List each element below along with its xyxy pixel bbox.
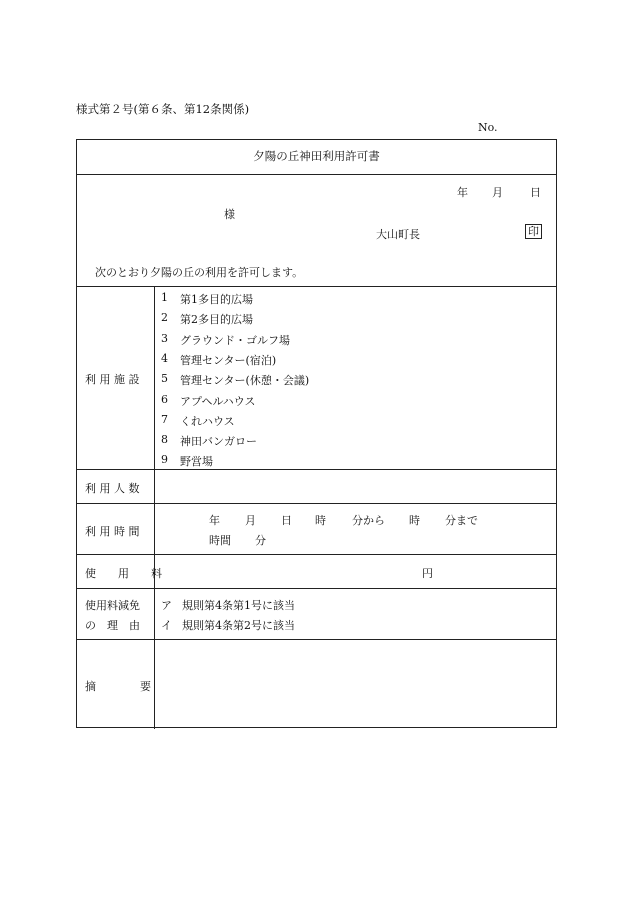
time-label: 利 用 時 間 xyxy=(85,525,140,538)
facility-item-number: 7 xyxy=(161,412,168,426)
time-hour-to-label: 時 xyxy=(409,514,420,527)
facility-item-name: アプヘルハウス xyxy=(180,394,256,408)
date-year-label: 年 xyxy=(457,186,468,199)
divider xyxy=(77,174,556,175)
time-hour-from-label: 時 xyxy=(315,514,326,527)
divider xyxy=(77,639,556,640)
facility-item-name: 管理センター(休憩・会議) xyxy=(180,374,310,388)
facility-item-name: 管理センター(宿泊) xyxy=(180,353,277,367)
time-year-label: 年 xyxy=(209,514,220,527)
time-minute-to-label: 分まで xyxy=(445,514,478,527)
date-day-label: 日 xyxy=(530,186,541,199)
facility-item-name: 神田バンガロー xyxy=(180,435,257,449)
divider xyxy=(77,286,556,287)
facility-item-name: 第1多目的広場 xyxy=(180,293,253,306)
time-duration-hours-label: 時間 xyxy=(209,534,231,547)
time-duration-minutes-label: 分 xyxy=(255,534,266,547)
time-minute-from-label: 分から xyxy=(352,514,385,527)
facility-item-name: くれハウス xyxy=(180,414,235,428)
reduction-label-line2: の 理 由 xyxy=(85,619,140,632)
facility-item-number: 5 xyxy=(161,372,168,386)
divider xyxy=(77,503,556,504)
facility-item-name: 第2多目的広場 xyxy=(180,313,253,327)
facility-item-number: 2 xyxy=(161,311,168,325)
users-label: 利 用 人 数 xyxy=(85,482,140,495)
facility-item-name: グラウンド・ゴルフ場 xyxy=(180,333,290,347)
addressee-honorific: 様 xyxy=(224,208,235,221)
seal-mark: 印 xyxy=(525,224,542,239)
permit-statement: 次のとおり夕陽の丘の利用を許可します。 xyxy=(95,266,304,279)
facility-item-number: 1 xyxy=(161,291,168,304)
facility-item-number: 4 xyxy=(161,351,168,365)
fee-unit: 円 xyxy=(422,567,433,580)
date-month-label: 月 xyxy=(492,186,503,199)
divider xyxy=(77,588,556,589)
divider xyxy=(77,469,556,470)
time-day-label: 日 xyxy=(281,514,292,527)
reduction-item-text: 規則第4条第2号に該当 xyxy=(182,619,295,632)
facility-item-number: 3 xyxy=(161,331,168,345)
column-divider xyxy=(154,286,155,729)
remarks-label: 摘 要 xyxy=(85,680,151,693)
divider xyxy=(77,554,556,555)
reduction-item-mark: イ xyxy=(161,619,172,632)
form-title: 夕陽の丘神田利用許可書 xyxy=(253,149,380,163)
facility-item-number: 8 xyxy=(161,433,168,447)
facility-item-number: 9 xyxy=(161,453,168,467)
reduction-item-mark: ア xyxy=(161,599,172,612)
reduction-label-line1: 使用料減免 xyxy=(85,599,140,612)
facility-item-name: 野営場 xyxy=(180,455,213,469)
form-number-label: 様式第２号(第６条、第12条関係) xyxy=(76,102,250,116)
reduction-item-text: 規則第4条第1号に該当 xyxy=(182,599,295,612)
fee-label: 使 用 料 xyxy=(85,567,162,580)
facility-item-number: 6 xyxy=(161,392,168,406)
document-number-label: No. xyxy=(478,121,498,134)
issuer-name: 大山町長 xyxy=(376,228,420,241)
seal-mark-wrap xyxy=(525,224,542,239)
permit-form-table xyxy=(76,139,557,728)
facilities-label: 利 用 施 設 xyxy=(85,373,140,386)
time-month-label: 月 xyxy=(245,514,256,527)
